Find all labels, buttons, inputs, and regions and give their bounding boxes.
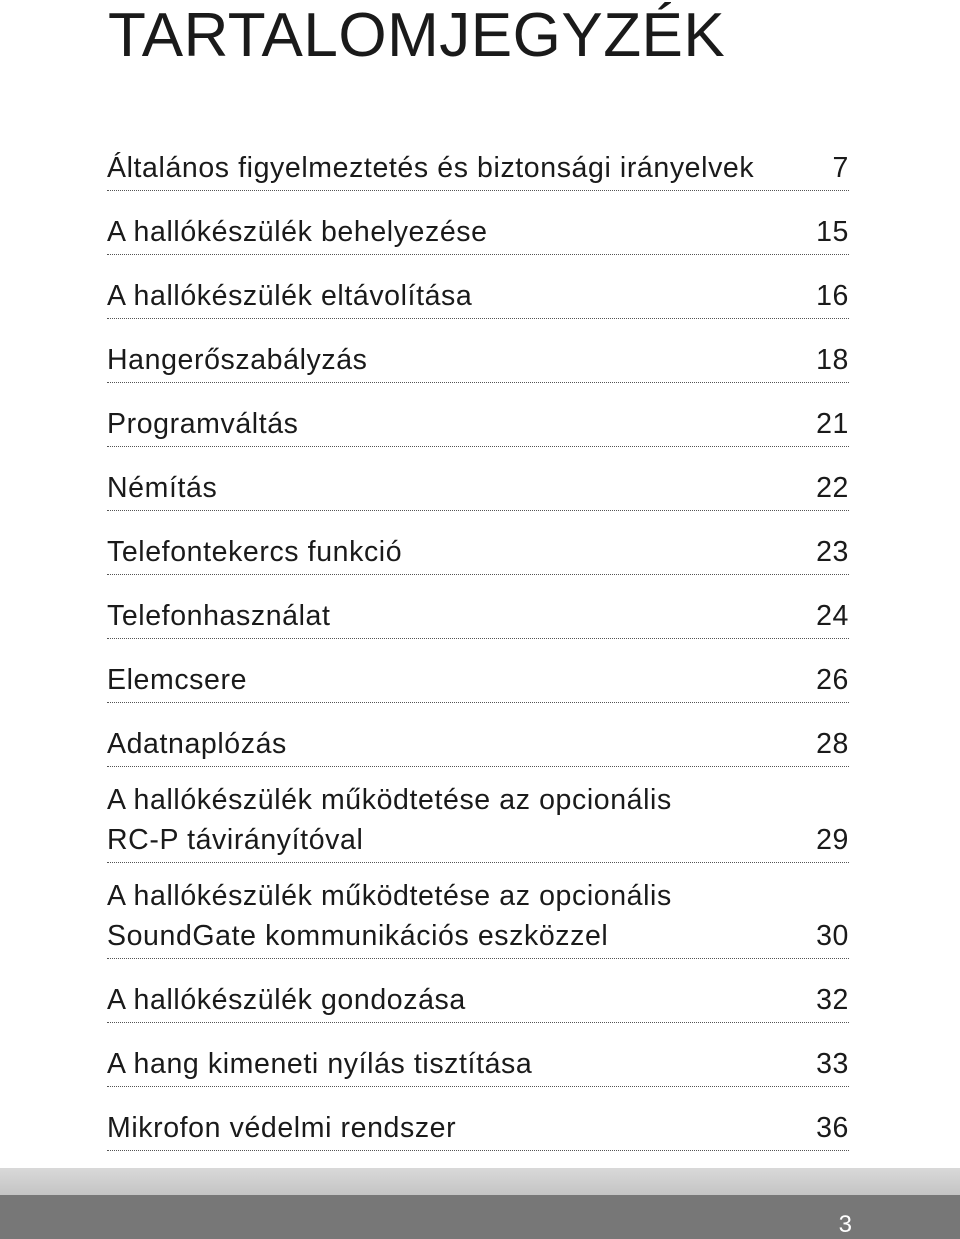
toc-entry-page: 29 [816, 824, 849, 856]
toc-entry-title: A hallókészülék behelyezése [107, 216, 488, 248]
toc-entry[interactable] [107, 138, 849, 191]
toc-entry[interactable] [107, 394, 849, 447]
toc-entry-title: Telefontekercs funkció [107, 536, 403, 568]
toc-entry[interactable] [107, 458, 849, 511]
toc-entry-page: 26 [816, 664, 849, 696]
toc-entry-title: A hang kimeneti nyílás tisztítása [107, 1048, 533, 1080]
page-number: 3 [838, 1211, 852, 1238]
toc-entry-title: Adatnaplózás [107, 728, 287, 760]
toc-entry[interactable] [107, 650, 849, 703]
toc-entry[interactable] [107, 266, 849, 319]
toc-entry-title: Programváltás [107, 408, 299, 440]
toc-entry[interactable] [107, 202, 849, 255]
toc-entry-page: 22 [816, 472, 849, 504]
toc-entry[interactable] [107, 714, 849, 767]
toc-entry[interactable] [107, 586, 849, 639]
toc-entry-page: 16 [816, 280, 849, 312]
toc-entry-page: 21 [816, 408, 849, 440]
toc-entry[interactable] [107, 970, 849, 1023]
toc-entry-title: Mikrofon védelmi rendszer [107, 1112, 457, 1144]
toc-entry[interactable] [107, 1098, 849, 1151]
toc-entry[interactable] [107, 522, 849, 575]
toc-entry-page: 32 [816, 984, 849, 1016]
toc-entry-page: 23 [816, 536, 849, 568]
toc-entry[interactable] [107, 874, 849, 959]
toc-entry-title: Némítás [107, 472, 218, 504]
footer-band-dark [0, 1195, 960, 1239]
toc-entry-page: 18 [816, 344, 849, 376]
toc-entry-title: Telefonhasználat [107, 600, 331, 632]
footer-band-light [0, 1168, 960, 1195]
toc-entry[interactable] [107, 330, 849, 383]
toc-entry-title: A hallókészülék működtetése az opcionális SoundGate kommunikációs eszközzel [107, 880, 672, 952]
toc-entry-page: 28 [816, 728, 849, 760]
toc-entry-page: 15 [816, 216, 849, 248]
toc-entry-title: Hangerőszabályzás [107, 344, 368, 376]
toc-entry-title: A hallókészülék eltávolítása [107, 280, 473, 312]
toc-entry-title: Általános figyelmeztetés és biztonsági irányelvek [107, 152, 755, 184]
toc-entry-page: 30 [816, 920, 849, 952]
toc-entry-page: 33 [816, 1048, 849, 1080]
toc-entry-title: A hallókészülék gondozása [107, 984, 466, 1016]
toc-entry-title: A hallókészülék működtetése az opcionális RC-P távirányítóval [107, 784, 672, 856]
table-of-contents [107, 138, 849, 1226]
toc-entry-page: 7 [832, 152, 849, 184]
toc-entry-page: 24 [816, 600, 849, 632]
toc-entry-page: 36 [816, 1112, 849, 1144]
toc-entry-title: Elemcsere [107, 664, 248, 696]
toc-entry[interactable] [107, 1034, 849, 1087]
page-title: TARTALOMJEGYZÉK [108, 1, 726, 70]
toc-entry[interactable] [107, 778, 849, 863]
